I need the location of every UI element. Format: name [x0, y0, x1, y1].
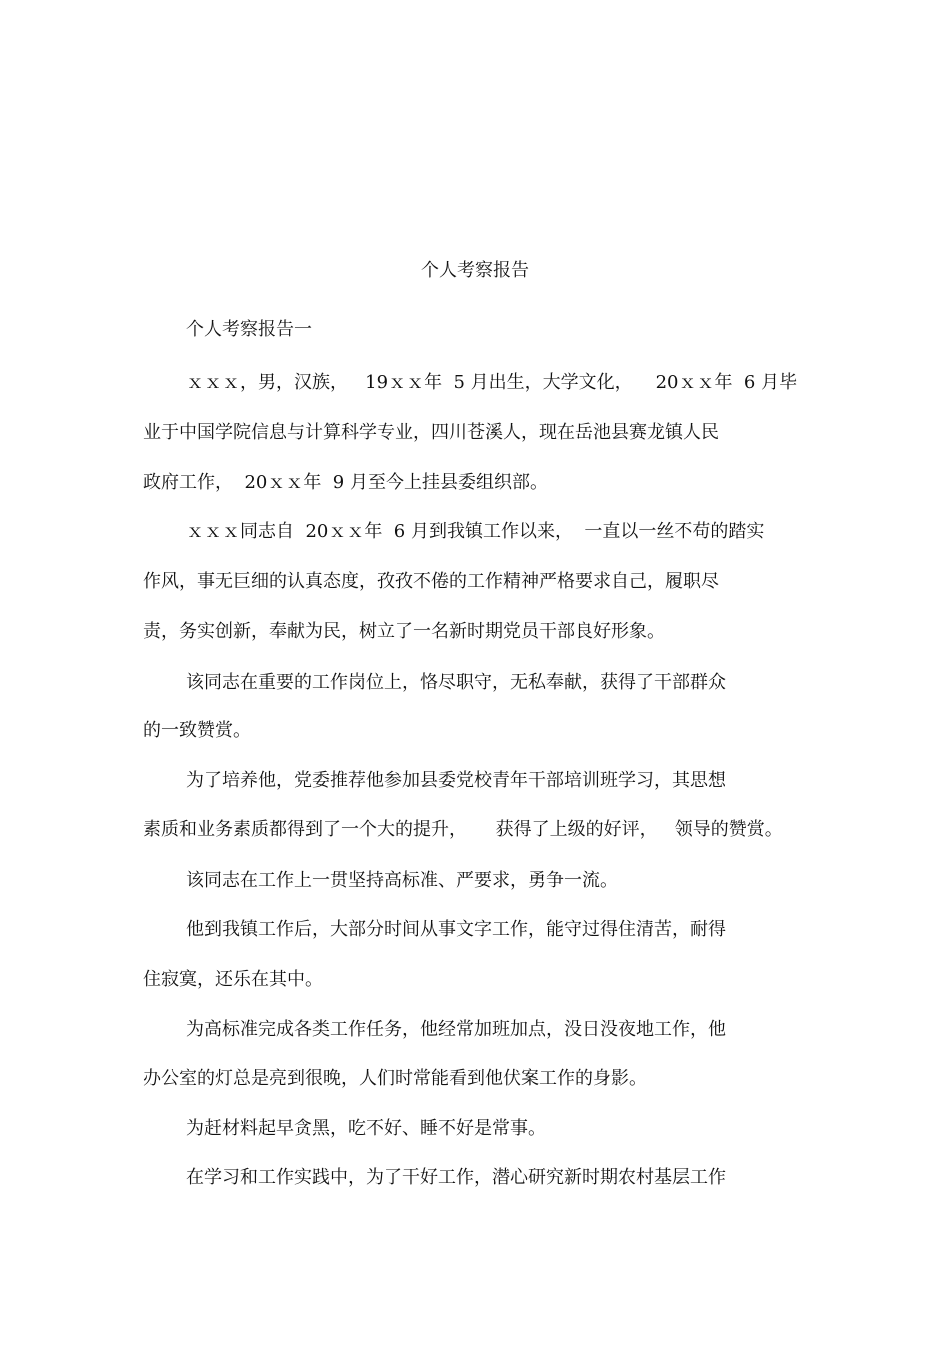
- text-line: 业于中国学院信息与计算科学专业，四川苍溪人，现在岳池县赛龙镇人民: [143, 422, 719, 443]
- text-line: 政府工作， 20ｘｘ年 9 月至今上挂县委组织部。: [143, 472, 548, 493]
- text-line: 为高标准完成各类工作任务，他经常加班加点，没日没夜地工作，他: [186, 1019, 726, 1040]
- text-line: 为了培养他，党委推荐他参加县委党校青年干部培训班学习，其思想: [186, 770, 726, 791]
- text-line: 在学习和工作实践中，为了干好工作，潜心研究新时期农村基层工作: [186, 1167, 726, 1188]
- text-line: 为赶材料起早贪黑，吃不好、睡不好是常事。: [186, 1118, 546, 1139]
- text-line: 作风，事无巨细的认真态度，孜孜不倦的工作精神严格要求自己，履职尽: [143, 571, 719, 592]
- text-line: 的一致赞赏。: [143, 720, 251, 741]
- text-line: 办公室的灯总是亮到很晚，人们时常能看到他伏案工作的身影。: [143, 1068, 647, 1089]
- text-line: ｘｘｘ，男，汉族， 19ｘｘ年 5 月出生，大学文化， 20ｘｘ年 6 月毕: [186, 372, 798, 393]
- text-line: 该同志在工作上一贯坚持高标准、严要求，勇争一流。: [186, 870, 618, 891]
- text-line: ｘｘｘ同志自 20ｘｘ年 6 月到我镇工作以来， 一直以一丝不苟的踏实: [186, 521, 765, 542]
- document-title: 个人考察报告: [421, 260, 529, 281]
- text-line: 素质和业务素质都得到了一个大的提升， 获得了上级的好评， 领导的赞赏。: [143, 819, 783, 840]
- text-line: 责，务实创新，奉献为民，树立了一名新时期党员干部良好形象。: [143, 621, 665, 642]
- text-line: 该同志在重要的工作岗位上，恪尽职守，无私奉献，获得了干部群众: [186, 672, 726, 693]
- text-line: 住寂寞，还乐在其中。: [143, 969, 323, 990]
- section-heading: 个人考察报告一: [186, 319, 312, 340]
- text-line: 他到我镇工作后，大部分时间从事文字工作，能守过得住清苦，耐得: [186, 919, 726, 940]
